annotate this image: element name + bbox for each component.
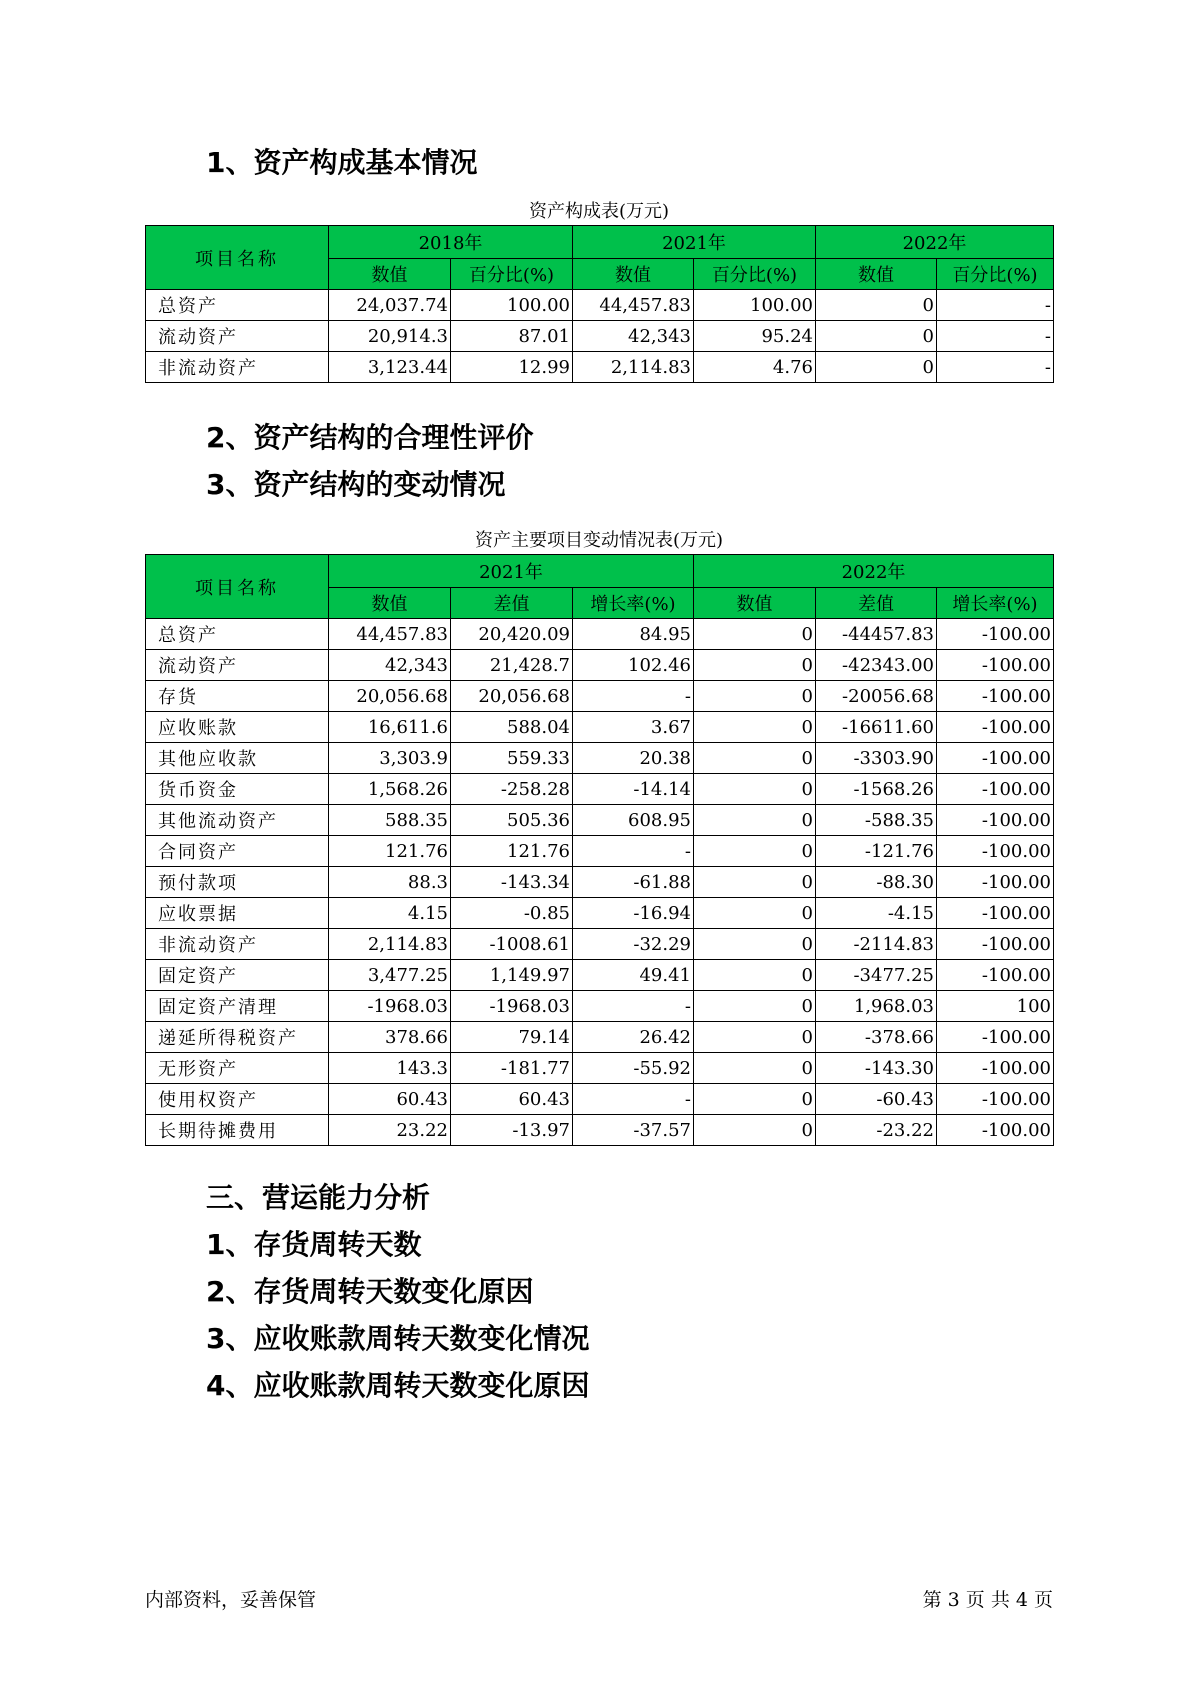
table-cell: 0 xyxy=(816,290,937,321)
table-cell: -143.30 xyxy=(816,1053,937,1084)
col-header-growth-rate: 增长率(%) xyxy=(937,588,1054,619)
table-cell: 0 xyxy=(816,352,937,383)
table-cell: 1,149.97 xyxy=(451,960,573,991)
footer-page-number: 第 3 页 共 4 页 xyxy=(922,1589,1053,1611)
table-cell: 95.24 xyxy=(694,321,816,352)
table-cell: -1568.26 xyxy=(816,774,937,805)
table-cell: -100.00 xyxy=(937,1053,1054,1084)
table-cell: 42,343 xyxy=(329,650,451,681)
table-cell: -3303.90 xyxy=(816,743,937,774)
table-cell: -23.22 xyxy=(816,1115,937,1146)
col-header-growth-rate: 增长率(%) xyxy=(573,588,694,619)
table-row xyxy=(146,712,1054,743)
row-label: 无形资产 xyxy=(146,1053,329,1084)
table-cell: 0 xyxy=(694,1022,816,1053)
table-cell: -100.00 xyxy=(937,960,1054,991)
table-cell: 60.43 xyxy=(451,1084,573,1115)
table-cell: -44457.83 xyxy=(816,619,937,650)
row-label: 固定资产 xyxy=(146,960,329,991)
table-cell: 0 xyxy=(694,836,816,867)
col-header-item-name: 项目名称 xyxy=(146,555,329,619)
table-cell: -121.76 xyxy=(816,836,937,867)
table-cell: 2,114.83 xyxy=(329,929,451,960)
table-cell: -16611.60 xyxy=(816,712,937,743)
row-label: 固定资产清理 xyxy=(146,991,329,1022)
table-cell: 0 xyxy=(694,929,816,960)
table-cell: -378.66 xyxy=(816,1022,937,1053)
table-cell: 44,457.83 xyxy=(573,290,694,321)
table-row xyxy=(146,867,1054,898)
table-row xyxy=(146,774,1054,805)
table-cell: 100.00 xyxy=(694,290,816,321)
table-cell: 87.01 xyxy=(451,321,573,352)
table-cell: 26.42 xyxy=(573,1022,694,1053)
table-cell: -60.43 xyxy=(816,1084,937,1115)
col-header-value: 数值 xyxy=(329,588,451,619)
col-header-value: 数值 xyxy=(816,259,937,290)
col-header-year-2021: 2021年 xyxy=(573,226,816,259)
col-header-percent: 百分比(%) xyxy=(451,259,573,290)
table-cell: 0 xyxy=(694,805,816,836)
table-cell: -100.00 xyxy=(937,929,1054,960)
table-cell: 143.3 xyxy=(329,1053,451,1084)
table-cell: 0 xyxy=(694,712,816,743)
table-row xyxy=(146,619,1054,650)
table2-caption: 资产主要项目变动情况表(万元) xyxy=(474,530,724,551)
table-cell: -100.00 xyxy=(937,836,1054,867)
col-header-percent: 百分比(%) xyxy=(937,259,1054,290)
table-row xyxy=(146,1115,1054,1146)
heading-inventory-turnover-reason: 2、存货周转天数变化原因 xyxy=(206,1275,534,1308)
table-cell: 100.00 xyxy=(451,290,573,321)
table-cell: 42,343 xyxy=(573,321,694,352)
table-cell: 20,914.3 xyxy=(329,321,451,352)
table-cell: -37.57 xyxy=(573,1115,694,1146)
table-cell: -100.00 xyxy=(937,712,1054,743)
table-cell: 0 xyxy=(694,960,816,991)
table-cell: -100.00 xyxy=(937,619,1054,650)
table-cell: 559.33 xyxy=(451,743,573,774)
row-label: 其他流动资产 xyxy=(146,805,329,836)
table-cell: 3.67 xyxy=(573,712,694,743)
table-row xyxy=(146,805,1054,836)
table-row xyxy=(146,352,1054,383)
table-cell: -88.30 xyxy=(816,867,937,898)
table-cell: -100.00 xyxy=(937,1084,1054,1115)
row-label: 总资产 xyxy=(146,290,329,321)
table-cell: 3,477.25 xyxy=(329,960,451,991)
table-cell: 121.76 xyxy=(329,836,451,867)
table-cell: 24,037.74 xyxy=(329,290,451,321)
table-cell: 505.36 xyxy=(451,805,573,836)
col-header-percent: 百分比(%) xyxy=(694,259,816,290)
table-cell: 20,420.09 xyxy=(451,619,573,650)
table-cell: 0 xyxy=(816,321,937,352)
table-cell: -13.97 xyxy=(451,1115,573,1146)
table-row xyxy=(146,898,1054,929)
col-header-item-name: 项目名称 xyxy=(146,226,329,290)
table-cell: 20.38 xyxy=(573,743,694,774)
row-label: 长期待摊费用 xyxy=(146,1115,329,1146)
heading-receivable-turnover-reason: 4、应收账款周转天数变化原因 xyxy=(206,1369,590,1402)
table-cell: -20056.68 xyxy=(816,681,937,712)
row-label: 流动资产 xyxy=(146,321,329,352)
table-row xyxy=(146,991,1054,1022)
row-label: 使用权资产 xyxy=(146,1084,329,1115)
table-cell: 0 xyxy=(694,898,816,929)
table-row xyxy=(146,321,1054,352)
table-cell: - xyxy=(937,321,1054,352)
col-header-difference: 差值 xyxy=(816,588,937,619)
table-cell: 102.46 xyxy=(573,650,694,681)
table-cell: 0 xyxy=(694,1115,816,1146)
table-cell: -100.00 xyxy=(937,1022,1054,1053)
table-cell: -2114.83 xyxy=(816,929,937,960)
table1-caption: 资产构成表(万元) xyxy=(528,201,670,222)
table-cell: -181.77 xyxy=(451,1053,573,1084)
row-label: 非流动资产 xyxy=(146,352,329,383)
table-cell: 4.76 xyxy=(694,352,816,383)
table-cell: -100.00 xyxy=(937,743,1054,774)
footer-confidential-note: 内部资料，妥善保管 xyxy=(145,1589,317,1611)
table-cell: -42343.00 xyxy=(816,650,937,681)
row-label: 总资产 xyxy=(146,619,329,650)
table-cell: 0 xyxy=(694,619,816,650)
table-cell: 0 xyxy=(694,867,816,898)
row-label: 预付款项 xyxy=(146,867,329,898)
table-cell: 121.76 xyxy=(451,836,573,867)
table-cell: 88.3 xyxy=(329,867,451,898)
table-cell: 100 xyxy=(937,991,1054,1022)
table-cell: - xyxy=(573,681,694,712)
table-cell: 608.95 xyxy=(573,805,694,836)
table-cell: -100.00 xyxy=(937,650,1054,681)
row-label: 其他应收款 xyxy=(146,743,329,774)
table-cell: -100.00 xyxy=(937,1115,1054,1146)
table-cell: 60.43 xyxy=(329,1084,451,1115)
table-cell: 3,303.9 xyxy=(329,743,451,774)
heading-structure-change: 3、资产结构的变动情况 xyxy=(206,468,506,501)
table-cell: -1968.03 xyxy=(451,991,573,1022)
table-cell: 49.41 xyxy=(573,960,694,991)
asset-composition-table xyxy=(145,225,1054,383)
row-label: 存货 xyxy=(146,681,329,712)
col-header-value: 数值 xyxy=(694,588,816,619)
table-cell: -55.92 xyxy=(573,1053,694,1084)
table-row xyxy=(146,681,1054,712)
table-cell: - xyxy=(937,290,1054,321)
table-cell: 0 xyxy=(694,743,816,774)
table-row xyxy=(146,836,1054,867)
table-cell: 0 xyxy=(694,1084,816,1115)
row-label: 流动资产 xyxy=(146,650,329,681)
col-header-year-2022: 2022年 xyxy=(694,555,1054,588)
row-label: 货币资金 xyxy=(146,774,329,805)
table-row xyxy=(146,1053,1054,1084)
table-cell: 2,114.83 xyxy=(573,352,694,383)
table-cell: -100.00 xyxy=(937,805,1054,836)
table-cell: 84.95 xyxy=(573,619,694,650)
table-cell: 378.66 xyxy=(329,1022,451,1053)
table-cell: -100.00 xyxy=(937,681,1054,712)
table-cell: 23.22 xyxy=(329,1115,451,1146)
heading-asset-composition: 1、资产构成基本情况 xyxy=(206,146,478,179)
table-cell: 0 xyxy=(694,1053,816,1084)
table-cell: -100.00 xyxy=(937,867,1054,898)
table-cell: - xyxy=(573,991,694,1022)
table-cell: 588.04 xyxy=(451,712,573,743)
table-cell: -16.94 xyxy=(573,898,694,929)
table-row xyxy=(146,1022,1054,1053)
table-cell: 0 xyxy=(694,991,816,1022)
col-header-year-2018: 2018年 xyxy=(329,226,573,259)
col-header-year-2021: 2021年 xyxy=(329,555,694,588)
table-cell: 4.15 xyxy=(329,898,451,929)
row-label: 递延所得税资产 xyxy=(146,1022,329,1053)
table-row xyxy=(146,960,1054,991)
table-cell: -14.14 xyxy=(573,774,694,805)
table-cell: -4.15 xyxy=(816,898,937,929)
row-label: 应收账款 xyxy=(146,712,329,743)
table-row xyxy=(146,290,1054,321)
row-label: 合同资产 xyxy=(146,836,329,867)
heading-inventory-turnover: 1、存货周转天数 xyxy=(206,1228,422,1261)
table-cell: -0.85 xyxy=(451,898,573,929)
heading-operating-capacity: 三、营运能力分析 xyxy=(206,1181,431,1214)
table-cell: 20,056.68 xyxy=(329,681,451,712)
table-cell: 0 xyxy=(694,650,816,681)
col-header-value: 数值 xyxy=(573,259,694,290)
table-cell: -61.88 xyxy=(573,867,694,898)
table-cell: 44,457.83 xyxy=(329,619,451,650)
table-cell: -1008.61 xyxy=(451,929,573,960)
table-cell: -258.28 xyxy=(451,774,573,805)
col-header-value: 数值 xyxy=(329,259,451,290)
row-label: 非流动资产 xyxy=(146,929,329,960)
table-row xyxy=(146,1084,1054,1115)
table-cell: -100.00 xyxy=(937,774,1054,805)
asset-change-table xyxy=(145,554,1054,1146)
table-cell: 0 xyxy=(694,681,816,712)
table-cell: -100.00 xyxy=(937,898,1054,929)
table-cell: 3,123.44 xyxy=(329,352,451,383)
table-cell: 0 xyxy=(694,774,816,805)
table-cell: 16,611.6 xyxy=(329,712,451,743)
table-cell: -32.29 xyxy=(573,929,694,960)
table-cell: -3477.25 xyxy=(816,960,937,991)
table-cell: - xyxy=(573,836,694,867)
table-row xyxy=(146,650,1054,681)
table-cell: - xyxy=(937,352,1054,383)
table-cell: 1,968.03 xyxy=(816,991,937,1022)
table-cell: 1,568.26 xyxy=(329,774,451,805)
row-label: 应收票据 xyxy=(146,898,329,929)
table-cell: -1968.03 xyxy=(329,991,451,1022)
table-row xyxy=(146,929,1054,960)
table-cell: 21,428.7 xyxy=(451,650,573,681)
table-row xyxy=(146,743,1054,774)
table-cell: - xyxy=(573,1084,694,1115)
table-cell: 79.14 xyxy=(451,1022,573,1053)
table-cell: -588.35 xyxy=(816,805,937,836)
table-cell: 12.99 xyxy=(451,352,573,383)
col-header-difference: 差值 xyxy=(451,588,573,619)
table-cell: -143.34 xyxy=(451,867,573,898)
col-header-year-2022: 2022年 xyxy=(816,226,1054,259)
heading-receivable-turnover-change: 3、应收账款周转天数变化情况 xyxy=(206,1322,590,1355)
table-cell: 588.35 xyxy=(329,805,451,836)
table-cell: 20,056.68 xyxy=(451,681,573,712)
heading-structure-evaluation: 2、资产结构的合理性评价 xyxy=(206,421,534,454)
